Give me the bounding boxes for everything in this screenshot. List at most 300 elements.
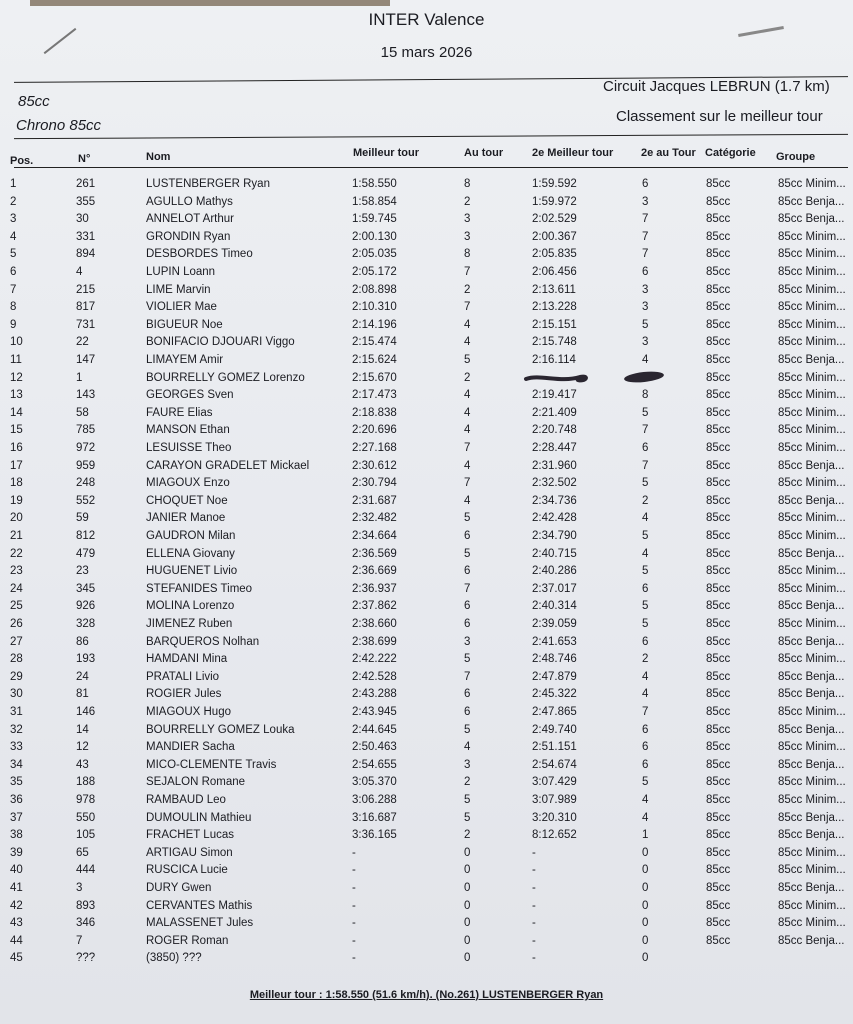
cell-second-lap: 4 <box>642 688 649 701</box>
cell-second-best: - <box>532 934 536 947</box>
cell-pos: 28 <box>10 653 23 666</box>
cell-number: 731 <box>76 318 96 331</box>
cell-second-lap: 0 <box>642 917 649 930</box>
cell-category: 85cc <box>706 318 731 331</box>
cell-category: 85cc <box>706 530 731 542</box>
cell-group: 85cc Benja... <box>778 758 845 771</box>
cell-group: 85cc Benja... <box>778 670 845 683</box>
cell-name: MANDIER Sacha <box>146 741 235 754</box>
cell-category: 85cc <box>706 899 731 912</box>
cell-pos: 20 <box>10 512 23 525</box>
cell-group: 85cc Minim... <box>778 618 846 630</box>
cell-group: 85cc Minim... <box>778 424 846 437</box>
cell-category: 85cc <box>706 266 731 278</box>
cell-lap: 4 <box>464 741 471 754</box>
cell-number: 894 <box>76 248 96 261</box>
col-header-pos: Pos. <box>10 155 34 167</box>
cell-lap: 3 <box>464 230 471 243</box>
cell-pos: 12 <box>10 371 23 384</box>
cell-lap: 2 <box>464 195 471 208</box>
cell-pos: 3 <box>10 213 17 226</box>
table-row <box>0 389 853 407</box>
table-row <box>0 354 853 372</box>
cell-number: 817 <box>76 301 96 314</box>
cell-best-lap: 2:14.196 <box>352 318 397 331</box>
cell-second-best: 3:07.989 <box>532 794 577 806</box>
cell-group: 85cc Minim... <box>778 776 846 789</box>
table-row <box>0 636 853 654</box>
cell-lap: 0 <box>464 917 471 930</box>
cell-second-best: 2:00.367 <box>532 230 577 243</box>
cell-category: 85cc <box>706 477 731 490</box>
cell-group: 85cc Benja... <box>778 547 845 560</box>
cell-lap: 5 <box>464 811 471 824</box>
cell-pos: 25 <box>10 600 23 613</box>
cell-best-lap: 2:30.612 <box>352 459 397 472</box>
cell-lap: 3 <box>464 635 471 648</box>
cell-second-best: 2:40.715 <box>532 547 577 560</box>
cell-lap: 2 <box>464 283 471 296</box>
table-row <box>0 583 853 601</box>
cell-pos: 45 <box>10 952 23 965</box>
table-row <box>0 565 853 583</box>
cell-lap: 6 <box>464 565 471 578</box>
cell-group: 85cc Minim... <box>778 336 846 349</box>
cell-category: 85cc <box>706 283 731 296</box>
cell-best-lap: 2:08.898 <box>352 283 397 296</box>
cell-lap: 0 <box>464 952 471 965</box>
cell-name: SEJALON Romane <box>146 776 246 789</box>
cell-best-lap: 2:44.645 <box>352 723 397 736</box>
cell-name: MICO-CLEMENTE Travis <box>146 758 277 771</box>
cell-second-best: 2:39.059 <box>532 618 577 630</box>
cell-group: 85cc Benja... <box>778 195 845 208</box>
cell-second-best: 2:05.835 <box>532 248 577 261</box>
cell-pos: 44 <box>10 934 23 947</box>
cell-second-best: 3:07.429 <box>532 776 577 789</box>
cell-category: 85cc <box>706 582 731 595</box>
table-row <box>0 178 853 196</box>
cell-pos: 34 <box>10 758 23 771</box>
table-row <box>0 460 853 478</box>
cell-second-best: 3:20.310 <box>532 811 577 824</box>
col-header-name: Nom <box>146 151 171 163</box>
cell-second-lap: 6 <box>642 266 649 278</box>
cell-best-lap: 3:16.687 <box>352 811 397 824</box>
cell-category: 85cc <box>706 723 731 736</box>
cell-best-lap: 2:17.473 <box>352 389 397 402</box>
cell-second-best: 2:19.417 <box>532 389 577 402</box>
cell-lap: 4 <box>464 389 471 402</box>
table-row <box>0 794 853 812</box>
cell-category: 85cc <box>706 794 731 806</box>
cell-number: 479 <box>76 547 96 560</box>
cell-second-best: 2:49.740 <box>532 723 577 736</box>
cell-best-lap: 2:00.130 <box>352 230 397 243</box>
cell-name: GRONDIN Ryan <box>146 230 231 243</box>
scribble-mark <box>520 370 670 386</box>
cell-name: STEFANIDES Timeo <box>146 582 253 595</box>
table-row <box>0 213 853 231</box>
cell-second-best: - <box>532 952 536 965</box>
cell-pos: 22 <box>10 547 23 560</box>
cell-category: 85cc <box>706 688 731 701</box>
cell-group: 85cc Benja... <box>778 723 845 736</box>
cell-name: PRATALI Livio <box>146 670 220 683</box>
cell-category: 85cc <box>706 758 731 771</box>
cell-pos: 19 <box>10 494 23 507</box>
cell-pos: 27 <box>10 635 23 648</box>
cell-number: 978 <box>76 794 96 806</box>
table-row <box>0 495 853 513</box>
cell-best-lap: - <box>352 882 356 894</box>
cell-second-lap: 6 <box>642 741 649 754</box>
cell-second-best: 1:59.972 <box>532 195 577 208</box>
cell-name: GEORGES Sven <box>146 389 234 402</box>
cell-group: 85cc Minim... <box>778 512 846 525</box>
cell-number: 147 <box>76 354 96 366</box>
cell-second-lap: 7 <box>642 248 649 261</box>
cell-pos: 8 <box>10 301 17 314</box>
cell-name: MANSON Ethan <box>146 424 230 437</box>
cell-group: 85cc Minim... <box>778 283 846 296</box>
cell-second-lap: 1 <box>642 829 649 842</box>
cell-best-lap: 1:59.745 <box>352 213 397 226</box>
table-row <box>0 600 853 618</box>
cell-name: MOLINA Lorenzo <box>146 600 235 613</box>
cell-second-best: 2:20.748 <box>532 424 577 437</box>
cell-name: DURY Gwen <box>146 882 212 894</box>
cell-best-lap: 2:18.838 <box>352 406 397 419</box>
cell-second-best: 2:15.151 <box>532 318 577 331</box>
cell-second-lap: 6 <box>642 635 649 648</box>
cell-second-best: 2:15.748 <box>532 336 577 349</box>
cell-second-best: 2:40.314 <box>532 600 577 613</box>
table-row <box>0 372 853 390</box>
table-row <box>0 759 853 777</box>
table-row <box>0 442 853 460</box>
cell-second-lap: 0 <box>642 934 649 947</box>
cell-name: RUSCICA Lucie <box>146 864 228 877</box>
cell-best-lap: 3:05.370 <box>352 776 397 789</box>
cell-second-best: 2:34.790 <box>532 530 577 542</box>
col-header-num: N° <box>78 153 91 165</box>
cell-second-best: - <box>532 917 536 930</box>
cell-best-lap: 2:27.168 <box>352 442 397 454</box>
cell-category: 85cc <box>706 442 731 454</box>
cell-name: LUPIN Loann <box>146 266 216 278</box>
cell-second-lap: 6 <box>642 178 649 190</box>
cell-pos: 10 <box>10 336 23 349</box>
cell-name: BOURRELLY GOMEZ Lorenzo <box>146 371 305 384</box>
cell-second-best: 2:51.151 <box>532 741 577 754</box>
cell-name: DESBORDES Timeo <box>146 248 253 261</box>
cell-best-lap: 2:30.794 <box>352 477 397 490</box>
cell-best-lap: 2:37.862 <box>352 600 397 613</box>
table-row <box>0 618 853 636</box>
cell-lap: 6 <box>464 688 471 701</box>
event-date: 15 mars 2026 <box>380 44 473 61</box>
cell-number: 23 <box>76 565 89 578</box>
cell-best-lap: 2:43.288 <box>352 688 397 701</box>
cell-category: 85cc <box>706 917 731 930</box>
cell-number: ??? <box>76 952 96 965</box>
table-row <box>0 900 853 918</box>
cell-group: 85cc Benja... <box>778 688 845 701</box>
cell-second-lap: 4 <box>642 794 649 806</box>
cell-number: 248 <box>76 477 96 490</box>
cell-number: 345 <box>76 582 96 595</box>
cell-group: 85cc Minim... <box>778 477 846 490</box>
table-row <box>0 653 853 671</box>
col-header-lap: Au tour <box>464 147 504 159</box>
cell-category: 85cc <box>706 864 731 877</box>
cell-pos: 15 <box>10 424 23 437</box>
cell-group: 85cc Minim... <box>778 371 846 384</box>
cell-second-best: 2:16.114 <box>532 354 576 366</box>
cell-category: 85cc <box>706 230 731 243</box>
cell-best-lap: 2:10.310 <box>352 301 397 314</box>
cell-name: CARAYON GRADELET Mickael <box>146 459 310 472</box>
table-row <box>0 688 853 706</box>
table-row <box>0 741 853 759</box>
cell-pos: 13 <box>10 389 23 402</box>
cell-best-lap: 2:34.664 <box>352 530 397 542</box>
cell-number: 12 <box>76 741 89 754</box>
cell-group: 85cc Benja... <box>778 882 845 894</box>
cell-second-lap: 5 <box>642 318 649 331</box>
cell-pos: 21 <box>10 530 23 542</box>
cell-pos: 41 <box>10 882 23 894</box>
cell-pos: 24 <box>10 582 23 595</box>
cell-name: ROGIER Jules <box>146 688 222 701</box>
cell-second-best: 2:37.017 <box>532 582 577 595</box>
table-row <box>0 301 853 319</box>
cell-name: MIAGOUX Enzo <box>146 477 230 490</box>
cell-group: 85cc Benja... <box>778 494 845 507</box>
cell-name: BONIFACIO DJOUARI Viggo <box>146 336 295 349</box>
cell-name: LESUISSE Theo <box>146 442 232 454</box>
col-header-lap2: 2e au Tour <box>641 147 696 159</box>
table-row <box>0 847 853 865</box>
cell-second-best: 2:41.653 <box>532 635 577 648</box>
cell-best-lap: 2:15.670 <box>352 371 397 384</box>
cell-second-lap: 5 <box>642 600 649 613</box>
cell-group: 85cc Minim... <box>778 706 846 718</box>
cell-category: 85cc <box>706 776 731 789</box>
cell-lap: 5 <box>464 354 471 366</box>
cell-group: 85cc Minim... <box>778 301 846 314</box>
table-row <box>0 248 853 266</box>
cell-name: MALASSENET Jules <box>146 917 254 930</box>
cell-second-lap: 2 <box>642 653 649 666</box>
col-header-category: Catégorie <box>705 147 756 159</box>
photo-edge <box>30 0 390 6</box>
cell-category: 85cc <box>706 741 731 754</box>
cell-lap: 5 <box>464 512 471 525</box>
cell-pos: 2 <box>10 195 17 208</box>
cell-name: ARTIGAU Simon <box>146 846 233 859</box>
cell-number: 4 <box>76 266 83 278</box>
cell-best-lap: 2:31.687 <box>352 494 397 507</box>
cell-second-lap: 0 <box>642 952 649 965</box>
cell-second-best: 2:32.502 <box>532 477 577 490</box>
cell-group: 85cc Minim... <box>778 266 846 278</box>
cell-pos: 38 <box>10 829 23 842</box>
cell-number: 22 <box>76 336 89 349</box>
cell-second-lap: 5 <box>642 477 649 490</box>
cell-best-lap: - <box>352 952 356 965</box>
cell-best-lap: 2:05.172 <box>352 266 397 278</box>
category-label: 85cc <box>18 93 50 110</box>
cell-best-lap: 1:58.854 <box>352 195 397 208</box>
cell-number: 552 <box>76 494 96 507</box>
table-row <box>0 952 853 970</box>
table-row <box>0 284 853 302</box>
cell-group: 85cc Minim... <box>778 230 846 243</box>
cell-pos: 6 <box>10 266 17 278</box>
cell-lap: 6 <box>464 618 471 630</box>
cell-group: 85cc Minim... <box>778 530 846 542</box>
cell-second-lap: 6 <box>642 758 649 771</box>
cell-number: 143 <box>76 389 96 402</box>
cell-name: LIMAYEM Amir <box>146 354 224 366</box>
cell-second-best: - <box>532 882 536 894</box>
cell-second-best: 8:12.652 <box>532 829 577 842</box>
table-row <box>0 724 853 742</box>
col-header-best2: 2e Meilleur tour <box>532 147 614 159</box>
cell-name: FRACHET Lucas <box>146 829 234 842</box>
cell-second-best: 2:13.228 <box>532 301 577 314</box>
cell-second-lap: 3 <box>642 301 649 314</box>
cell-lap: 4 <box>464 424 471 437</box>
cell-name: ROGER Roman <box>146 934 229 947</box>
table-row <box>0 424 853 442</box>
cell-category: 85cc <box>706 846 731 859</box>
table-row <box>0 882 853 900</box>
cell-group: 85cc Benja... <box>778 600 845 613</box>
cell-second-lap: 3 <box>642 195 649 208</box>
cell-best-lap: 2:42.528 <box>352 670 397 683</box>
cell-pos: 4 <box>10 230 17 243</box>
cell-lap: 7 <box>464 442 471 454</box>
cell-pos: 33 <box>10 741 23 754</box>
cell-second-best: - <box>532 846 536 859</box>
cell-best-lap: 2:15.474 <box>352 336 397 349</box>
cell-category: 85cc <box>706 653 731 666</box>
cell-lap: 0 <box>464 934 471 947</box>
cell-name: DUMOULIN Mathieu <box>146 811 252 824</box>
cell-number: 331 <box>76 230 96 243</box>
cell-number: 146 <box>76 706 96 718</box>
cell-group: 85cc Minim... <box>778 442 846 454</box>
cell-group: 85cc Minim... <box>778 389 846 402</box>
cell-pos: 11 <box>10 354 22 366</box>
cell-lap: 5 <box>464 547 471 560</box>
cell-group: 85cc Benja... <box>778 811 845 824</box>
table-row <box>0 864 853 882</box>
cell-second-lap: 0 <box>642 864 649 877</box>
cell-second-best: 2:31.960 <box>532 459 577 472</box>
cell-second-best: 1:59.592 <box>532 178 577 190</box>
cell-best-lap: 2:05.035 <box>352 248 397 261</box>
cell-name: ANNELOT Arthur <box>146 213 234 226</box>
cell-second-best: 2:34.736 <box>532 494 577 507</box>
cell-category: 85cc <box>706 811 731 824</box>
cell-pos: 39 <box>10 846 23 859</box>
cell-number: 812 <box>76 530 96 542</box>
cell-lap: 3 <box>464 758 471 771</box>
cell-lap: 5 <box>464 653 471 666</box>
cell-best-lap: 1:58.550 <box>352 178 397 190</box>
cell-pos: 29 <box>10 670 23 683</box>
cell-group: 85cc Minim... <box>778 899 846 912</box>
cell-name: (3850) ??? <box>146 952 202 965</box>
cell-second-lap: 5 <box>642 776 649 789</box>
cell-name: LIME Marvin <box>146 283 211 296</box>
cell-number: 14 <box>76 723 89 736</box>
cell-name: BOURRELLY GOMEZ Louka <box>146 723 295 736</box>
cell-best-lap: - <box>352 934 356 947</box>
cell-second-lap: 4 <box>642 670 649 683</box>
cell-group: 85cc Benja... <box>778 354 845 366</box>
cell-best-lap: 3:36.165 <box>352 829 397 842</box>
cell-second-best: 2:28.447 <box>532 442 577 454</box>
cell-category: 85cc <box>706 618 731 630</box>
cell-lap: 4 <box>464 406 471 419</box>
cell-lap: 7 <box>464 266 471 278</box>
cell-second-lap: 6 <box>642 442 649 454</box>
cell-second-lap: 0 <box>642 882 649 894</box>
best-lap-summary: Meilleur tour : 1:58.550 (51.6 km/h). (No.261) LUSTENBERGER Ryan <box>249 989 604 1001</box>
cell-second-lap: 7 <box>642 459 649 472</box>
cell-lap: 0 <box>464 864 471 877</box>
cell-pos: 18 <box>10 477 23 490</box>
cell-best-lap: 2:38.699 <box>352 635 397 648</box>
cell-category: 85cc <box>706 195 731 208</box>
cell-lap: 7 <box>464 582 471 595</box>
cell-pos: 30 <box>10 688 23 701</box>
cell-name: LUSTENBERGER Ryan <box>146 178 270 190</box>
cell-name: BARQUEROS Nolhan <box>146 635 260 648</box>
cell-name: JANIER Manoe <box>146 512 226 525</box>
circuit-label: Circuit Jacques LEBRUN (1.7 km) <box>603 78 830 95</box>
cell-category: 85cc <box>706 406 731 419</box>
cell-second-lap: 3 <box>642 283 649 296</box>
cell-name: JIMENEZ Ruben <box>146 618 233 630</box>
cell-second-lap: 7 <box>642 213 649 226</box>
cell-lap: 5 <box>464 723 471 736</box>
cell-lap: 0 <box>464 846 471 859</box>
cell-number: 105 <box>76 829 96 842</box>
cell-category: 85cc <box>706 600 731 613</box>
cell-pos: 14 <box>10 406 23 419</box>
cell-group: 85cc Minim... <box>778 318 846 331</box>
cell-lap: 7 <box>464 301 471 314</box>
cell-second-lap: 5 <box>642 530 649 542</box>
cell-category: 85cc <box>706 354 731 366</box>
cell-name: AGULLO Mathys <box>146 195 233 208</box>
cell-best-lap: - <box>352 846 356 859</box>
cell-category: 85cc <box>706 829 731 842</box>
cell-lap: 6 <box>464 600 471 613</box>
cell-lap: 8 <box>464 178 471 190</box>
cell-number: 785 <box>76 424 96 437</box>
cell-lap: 2 <box>464 371 471 384</box>
cell-second-lap: 5 <box>642 406 649 419</box>
cell-second-best: 2:47.879 <box>532 670 577 683</box>
cell-category: 85cc <box>706 934 731 947</box>
